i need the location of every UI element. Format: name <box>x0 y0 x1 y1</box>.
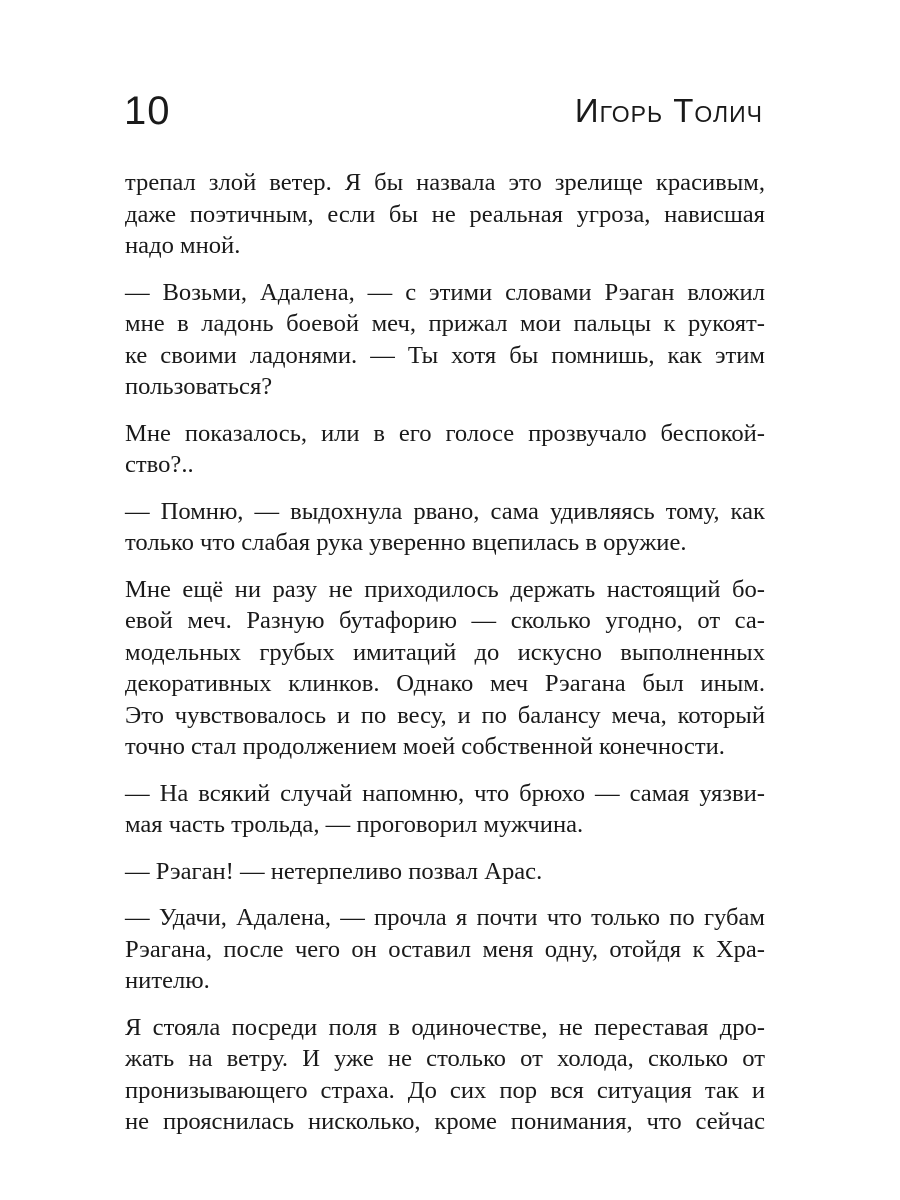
text-line: даже поэтичным, если бы не реальная угроза, нависшая <box>125 200 765 228</box>
paragraph <box>125 496 765 559</box>
text-line: надо мной. <box>125 232 241 259</box>
text-line: декоративных клинков. Однако меч Рэагана был иным. <box>125 670 765 697</box>
text-line: ство?.. <box>125 451 194 478</box>
paragraph <box>125 167 765 262</box>
text-line: — На всякий случай напомню, что брюхо — самая уязви- <box>125 779 765 807</box>
running-head-author: Игорь Толич <box>574 92 763 129</box>
text-line: мая часть трольда, — проговорил мужчина. <box>125 811 584 838</box>
text-line: Мне ещё ни разу не приходилось держать настоящий бо- <box>125 575 765 603</box>
paragraph <box>125 277 765 403</box>
text-line: жать на ветру. И уже не столько от холода, сколько от <box>125 1045 765 1072</box>
text-line: только что слабая рука уверенно вцепилась в оружие. <box>125 529 687 556</box>
text-line: пронизывающего страха. До сих пор вся ситуация так и <box>125 1076 765 1104</box>
paragraph <box>125 778 765 841</box>
text-line: не прояснилась нисколько, кроме понимания, что сейчас <box>125 1108 765 1135</box>
text-line: мне в ладонь боевой меч, прижал мои пальцы к рукоят- <box>125 310 765 337</box>
text-line: Это чувствовалось и по весу, и по балансу меча, который <box>125 701 765 729</box>
text-line: Рэагана, после чего он оставил меня одну, отойдя к Хра- <box>125 935 765 963</box>
text-line: трепал злой ветер. Я бы назвала это зрелище красивым, <box>125 169 765 196</box>
text-line: точно стал продолжением моей собственной конечности. <box>125 733 725 760</box>
paragraph <box>125 902 765 997</box>
text-line: Я стояла посреди поля в одиночестве, не переставая дро- <box>125 1013 765 1041</box>
body-text <box>125 167 765 1153</box>
paragraph <box>125 574 765 763</box>
paragraph <box>125 1012 765 1138</box>
text-line: — Помню, — выдохнула рвано, сама удивляясь тому, как <box>125 497 765 525</box>
text-line: нителю. <box>125 967 210 994</box>
text-line: — Удачи, Адалена, — прочла я почти что только по губам <box>125 904 765 931</box>
text-line: евой меч. Разную бутафорию — сколько угодно, от са- <box>125 607 765 634</box>
text-line: модельных грубых имитаций до искусно выполненных <box>125 638 765 666</box>
text-line: Мне показалось, или в его голосе прозвучало беспокой- <box>125 419 765 447</box>
page-number: 10 <box>124 89 171 133</box>
text-line: пользоваться? <box>125 373 273 400</box>
paragraph <box>125 856 765 888</box>
text-line: — Возьми, Адалена, — с этими словами Рэаган вложил <box>125 278 765 306</box>
text-line: ке своими ладонями. — Ты хотя бы помнишь, как этим <box>125 341 765 369</box>
text-line: — Рэаган! — нетерпеливо позвал Арас. <box>125 857 543 885</box>
paragraph <box>125 418 765 481</box>
